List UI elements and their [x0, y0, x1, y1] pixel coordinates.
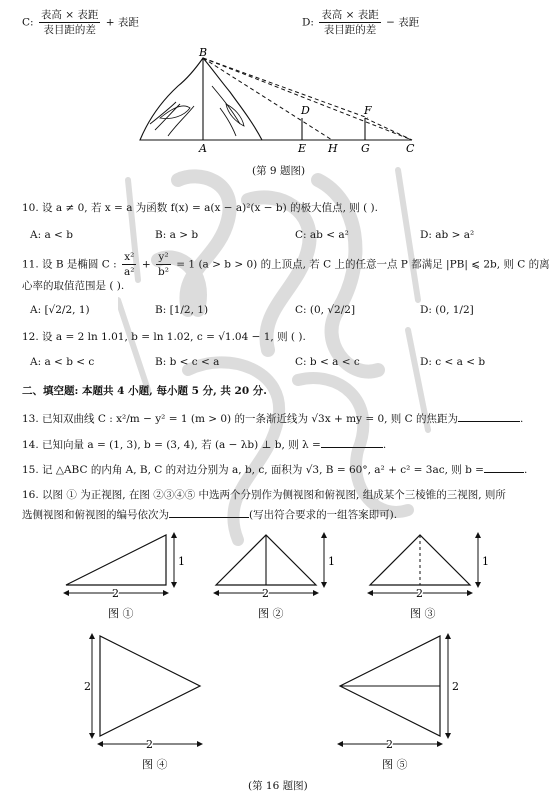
q16-answer-blank[interactable]: [169, 506, 249, 518]
q9-d-numerator: 表高 × 表距: [321, 9, 379, 21]
q13-answer-blank[interactable]: [458, 410, 520, 422]
figure-9: [0, 46, 550, 156]
q11-option-c: C: (0, √2/2]: [295, 304, 356, 316]
q11-option-d: D: (0, 1/2]: [420, 304, 474, 316]
q11-stem-line2: 心率的取值范围是 ( ).: [22, 280, 125, 292]
fig3-width-label: 2: [416, 587, 423, 600]
fig2-width-label: 2: [262, 587, 269, 600]
label-b: B: [199, 46, 208, 59]
fig1-height-label: 1: [178, 555, 185, 568]
q9-option-d: D: $\frac{\text{表高 × 表距}}{\text{表目距的差}}$ − 表距: [302, 9, 420, 36]
q10-option-a: A: a < b: [30, 229, 73, 241]
q12-option-a: A: a < b < c: [30, 356, 95, 368]
label-f: F: [364, 104, 372, 117]
q16-stem-line2: 选侧视图和俯视图的编号依次为 (写出符合要求的一组答案即可).: [22, 506, 397, 522]
fig5-height-label: 2: [452, 680, 459, 693]
fig3-caption: 图 ③: [410, 607, 436, 620]
q9-option-c: C: $\frac{\text{表高 × 表距}}{\text{表目距的差}}$ + 表距: [22, 9, 139, 36]
q12-option-b: B: b < c < a: [155, 356, 220, 368]
fig1-caption: 图 ①: [108, 607, 134, 620]
q16-stem-line1: 16. 以图 ① 为正视图, 在图 ②③④⑤ 中选两个分别作为侧视图和俯视图, 组成某个三棱锥的三视图, 则所: [22, 489, 506, 501]
fig5-width-label: 2: [386, 738, 393, 751]
q10-option-c: C: ab < a²: [295, 229, 349, 241]
q10-option-d: D: ab > a²: [420, 229, 475, 241]
fig4-triangle: [100, 636, 200, 736]
q14-stem: 14. 已知向量 a = (1, 3), b = (3, 4), 若 (a − λb) ⊥ b, 则 λ = .: [22, 436, 386, 452]
figure-16-row2: [0, 628, 550, 773]
label-g: G: [361, 142, 370, 155]
q12-option-c: C: b < a < c: [295, 356, 360, 368]
q12-stem: 12. 设 a = 2 ln 1.01, b = ln 1.02, c = √1.04 − 1, 则 ( ).: [22, 331, 306, 343]
fig3-height-label: 1: [482, 555, 489, 568]
figure-16-row1: [0, 525, 550, 625]
label-d: D: [301, 104, 310, 117]
figure-9-caption: (第 9 题图): [252, 165, 306, 177]
figure-16-caption: (第 16 题图): [248, 780, 308, 792]
fig1-triangle: [66, 535, 166, 585]
fig4-width-label: 2: [146, 738, 153, 751]
q10-option-b: B: a > b: [155, 229, 199, 241]
q11-stem-line1: 11. 设 B 是椭圆 C : $\frac{\text{x²}}{\text{a²}}$ + $\frac{\text{y²}}{\text{b²}}$ = 1 (a > b > 0) 的上顶点, 若 C 上的任意一点 P 都满足 |PB| ⩽ 2b, 则 C 的离: [22, 251, 550, 278]
q13-stem: 13. 已知双曲线 C : x²/m − y² = 1 (m > 0) 的一条渐近线为 √3x + my = 0, 则 C 的焦距为 .: [22, 410, 523, 426]
label-a: A: [199, 142, 207, 155]
fig5-caption: 图 ⑤: [382, 758, 408, 771]
fig2-caption: 图 ②: [258, 607, 284, 620]
mountain-outline: [140, 58, 262, 140]
fig4-caption: 图 ④: [142, 758, 168, 771]
q9-d-denominator: 表目距的差: [323, 24, 377, 36]
q11-option-a: A: [√2/2, 1): [30, 304, 90, 316]
q15-stem: 15. 记 △ABC 的内角 A, B, C 的对边分别为 a, b, c, 面积为 √3, B = 60°, a² + c² = 3ac, 则 b = .: [22, 461, 527, 477]
section-2-heading: 二、填空题: 本题共 4 小题, 每小题 5 分, 共 20 分.: [22, 385, 267, 397]
fig4-height-label: 2: [84, 680, 91, 693]
label-e: E: [298, 142, 307, 155]
q14-answer-blank[interactable]: [321, 436, 383, 448]
q12-option-d: D: c < a < b: [420, 356, 486, 368]
q9-c-numerator: 表高 × 表距: [40, 9, 99, 21]
label-c: C: [406, 142, 415, 155]
fig2-height-label: 1: [328, 555, 335, 568]
fig1-width-label: 2: [112, 587, 119, 600]
q9-c-denominator: 表目距的差: [43, 24, 96, 36]
q10-stem: 10. 设 a ≠ 0, 若 x = a 为函数 f(x) = a(x − a)²(x − b) 的极大值点, 则 ( ).: [22, 202, 378, 214]
q15-answer-blank[interactable]: [484, 461, 524, 473]
q11-option-b: B: [1/2, 1): [155, 304, 209, 316]
label-h: H: [328, 142, 338, 155]
